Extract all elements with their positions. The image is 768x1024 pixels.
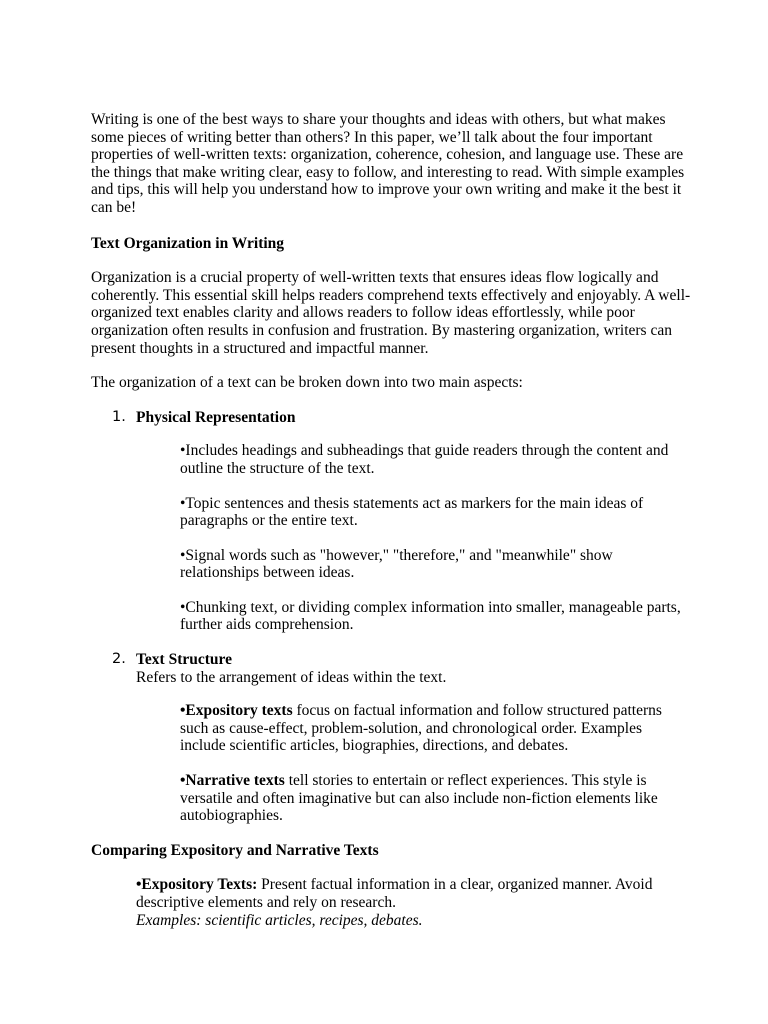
list-number: 1. xyxy=(112,408,126,425)
bullet-text: tell stories to entertain or reflect experiences. This style is versatile and often imaginative but can also include non-fiction elements like autobiographies. xyxy=(180,772,658,825)
comparison-item-expository xyxy=(91,876,691,929)
comparison-bold-label: •Expository Texts: xyxy=(136,876,258,894)
bullet-item xyxy=(180,772,691,825)
intro-paragraph: Writing is one of the best ways to share your thoughts and ideas with others, but what makes some pieces of writing better than others? In this paper, we’ll talk about the four important properties of well-written texts: organization, coherence, cohesion, and language use. These are the things that make writing clear, easy to follow, and interesting to read. With simple examples and tips, this will help you understand how to improve your own writing and make it the best it can be! xyxy=(91,111,685,216)
bullet-bold-label: •Narrative texts xyxy=(180,772,285,790)
aspects-intro-paragraph: The organization of a text can be broken down into two main aspects: xyxy=(91,374,523,392)
bullet-list xyxy=(136,442,691,634)
list-number: 2. xyxy=(112,651,126,668)
list-item-physical-representation xyxy=(91,409,691,634)
bullet-item: •Topic sentences and thesis statements act as markers for the main ideas of paragraphs or the entire text. xyxy=(180,494,644,530)
list-item-title: Text Structure xyxy=(136,651,233,669)
comparison-examples: Examples: scientific articles, recipes, debates. xyxy=(136,911,423,929)
organization-paragraph: Organization is a crucial property of well-written texts that ensures ideas flow logically and coherently. This essential skill helps readers comprehend texts effectively and enjoyably. A well-organized text enables clarity and allows readers to follow ideas effortlessly, while poor organization often results in confusion and frustration. By mastering organization, writers can present thoughts in a structured and impactful manner. xyxy=(91,269,691,357)
bullet-item xyxy=(180,702,691,755)
list-item-description: Refers to the arrangement of ideas within the text. xyxy=(136,668,447,686)
section-heading-comparison: Comparing Expository and Narrative Texts xyxy=(91,841,379,859)
bullet-bold-label: •Expository texts xyxy=(180,702,293,720)
document-page xyxy=(91,111,691,929)
comparison-body: Present factual information in a clear, organized manner. Avoid descriptive elements and rely on research. xyxy=(136,876,653,911)
bullet-list xyxy=(136,702,691,825)
bullet-item: •Signal words such as "however," "therefore," and "meanwhile" show relationships between ideas. xyxy=(180,546,613,582)
list-item-text-structure xyxy=(91,651,691,825)
bullet-item: •Includes headings and subheadings that guide readers through the content and outline the structure of the text. xyxy=(180,442,669,477)
bullet-text: focus on factual information and follow structured patterns such as cause-effect, problem-solution, and chronological order. Examples include scientific articles, biographies, directions, and debates. xyxy=(180,702,662,755)
comparison-text xyxy=(136,876,691,911)
bullet-item: •Chunking text, or dividing complex information into smaller, manageable parts, further aids comprehension. xyxy=(180,598,681,634)
list-item-title: Physical Representation xyxy=(136,408,296,426)
section-heading-organization: Text Organization in Writing xyxy=(91,234,285,252)
